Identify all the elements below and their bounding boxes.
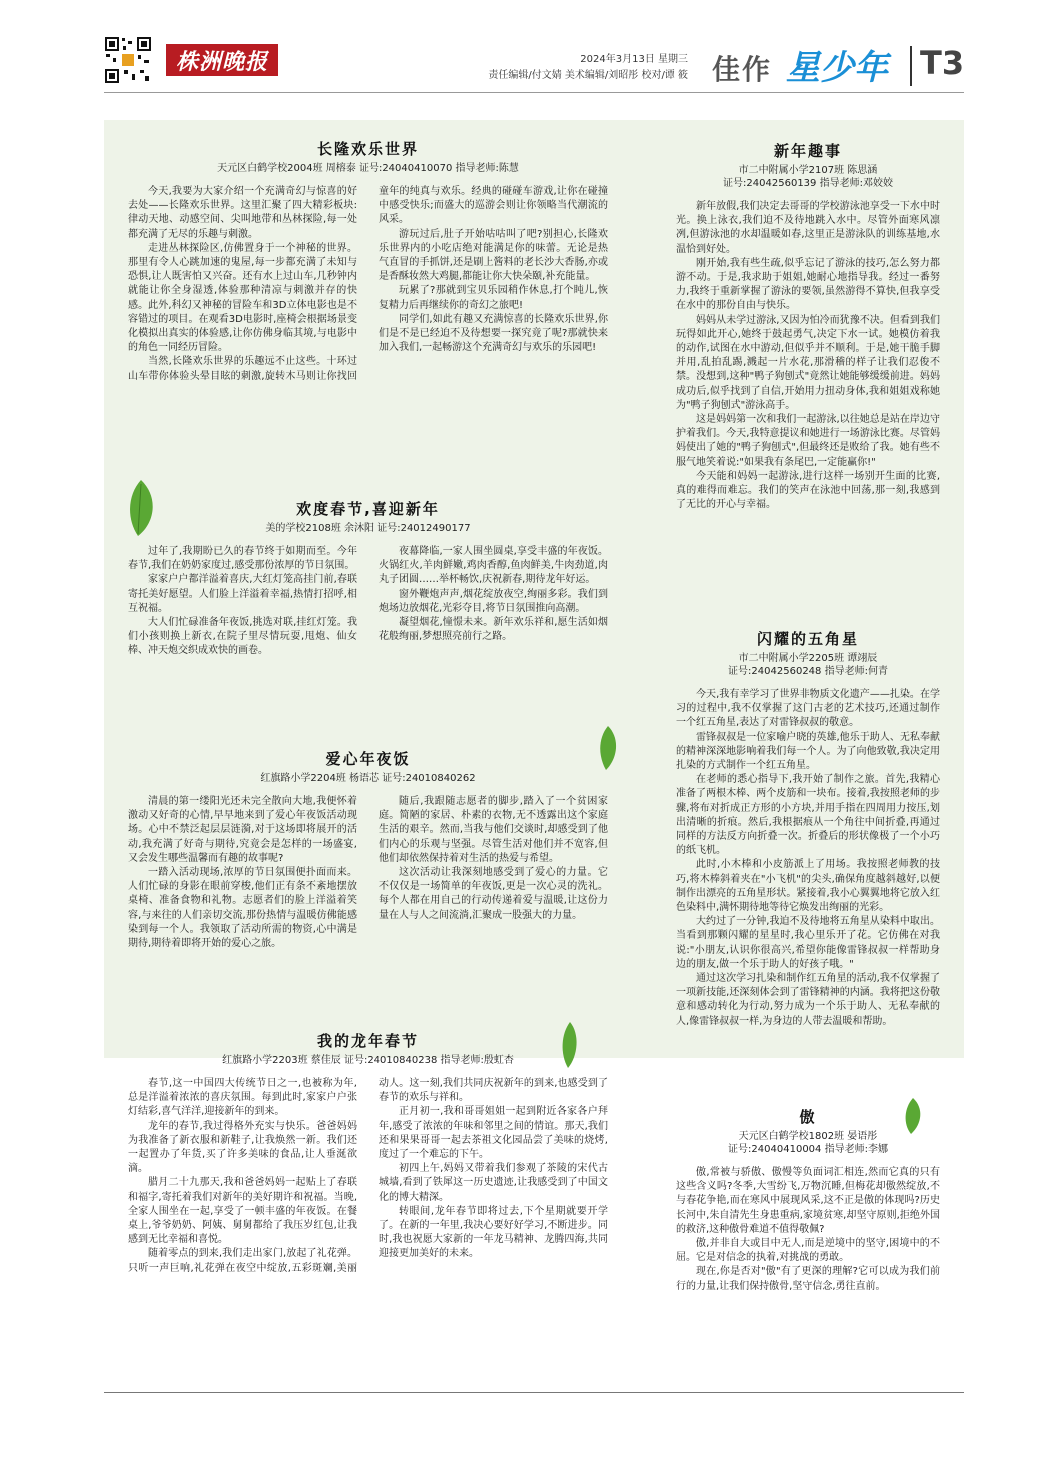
article-byline-cert: 证号:24042560248 指导老师:何青 xyxy=(728,666,888,677)
leaf-icon xyxy=(902,1096,924,1136)
article-body xyxy=(128,185,608,384)
article-title: 欢度春节,喜迎新年 xyxy=(296,500,440,518)
article-paragraph: 随着零点的到来,我们走出家门,放起了礼花弹。只听一声巨响,礼花弹在夜空中绽放,五彩斑斓,美丽动人。这一刻,我们共同庆祝新年的到来,也感受到了春节的欢乐与祥和。 xyxy=(128,1078,608,1274)
leaf-icon xyxy=(596,724,620,772)
editor-credits: 责任编辑/付文婧 美术编辑/刘昭彤 校对/谭 筱 xyxy=(488,70,688,81)
article-paragraph: 妈妈从未学过游泳,又因为怕冷而犹豫不决。但看到我们玩得如此开心,她终于鼓起勇气,决定下水一试。她模仿着我的动作,试图在水中游动,但似乎并不顺利。于是,她干脆手脚并用,乱拍乱踢,溅起一片水花,那滑稽的样子让我们忍俊不禁。没想到,这种"鸭子狗刨式"竟然让她能够缓缓前进。妈妈成功后,似乎找到了自信,开始用力扭动身体,我和姐姐戏称她为"鸭子狗刨式"游泳高手。 xyxy=(676,314,940,411)
article-byline: 红旗路小学2203班 蔡佳辰 证号:24010840238 指导老师:殷虹杏 xyxy=(222,1055,514,1066)
article-paragraph: 这次活动让我深刻地感受到了爱心的力量。它不仅仅是一场简单的年夜饭,更是一次心灵的洗礼。每个人都在用自己的行动传递着爱与温暖,让这份力量在人与人之间流淌,汇聚成一股强大的力量。 xyxy=(379,867,608,921)
article-title: 傲 xyxy=(799,1108,817,1126)
article-paragraph: 今天能和妈妈一起游泳,进行这样一场别开生面的比赛,真的难得而难忘。我们的笑声在泳池中回荡,那一刻,我感到了无比的开心与幸福。 xyxy=(676,470,940,511)
article-byline: 天元区白鹤学校1802班 晏语彤 xyxy=(738,1131,878,1142)
article-byline: 市二中附属小学2205班 谭翊辰 xyxy=(738,653,878,664)
article-body xyxy=(128,1077,608,1276)
article-paragraph: 正月初一,我和哥哥姐姐一起到附近各家各户拜年,感受了浓浓的年味和邻里之间的情谊。那天,我们还和果果哥哥一起去茶祖文化园品尝了美味的烧烤,度过了一个难忘的下午。 xyxy=(379,1106,608,1161)
article-paragraph: 现在,你是否对"傲"有了更深的理解?它可以成为我们前行的力量,让我们保持傲骨,坚守信念,勇往直前。 xyxy=(676,1266,940,1292)
article-title: 新年趣事 xyxy=(773,142,842,160)
article-title: 闪耀的五角星 xyxy=(756,630,859,648)
article-paragraph: 夜幕降临,一家人围坐圆桌,享受丰盛的年夜饭。火锅红火,羊肉鲜嫩,鸡肉香醇,鱼肉鲜美,牛肉劲道,肉丸子团圆……举杯畅饮,庆祝新春,期待龙年好运。 xyxy=(379,546,608,586)
article-paragraph: 这是妈妈第一次和我们一起游泳,以往她总是站在岸边守护着我们。今天,我特意提议和她进行一场游泳比赛。尽管妈妈使出了她的"鸭子狗刨式",但最终还是败给了我。她有些不服气地笑着说:"如果我有条尾巴,一定能赢你!" xyxy=(676,414,940,468)
article-byline: 红旗路小学2204班 杨语芯 证号:24010840262 xyxy=(260,773,476,784)
article-paragraph: 通过这次学习扎染和制作红五角星的活动,我不仅掌握了一项新技能,还深刻体会到了雷锋精神的内涵。我将把这份敬意和感动转化为行动,努力成为一个乐于助人、无私奉献的人,像雷锋叔叔一样,为身边的人带去温暖和帮助。 xyxy=(676,973,940,1027)
page-number: T3 xyxy=(920,44,965,82)
article xyxy=(676,630,940,1029)
article-paragraph: 玩累了?那就到宝贝乐园稍作休息,打个盹儿,恢复精力后再继续你的奇幻之旅吧! xyxy=(379,285,608,311)
article-body xyxy=(128,795,608,951)
qr-code-icon xyxy=(104,36,152,84)
article-paragraph: 腊月二十九那天,我和爸爸妈妈一起贴上了春联和福字,寄托着我们对新年的美好期许和祝福。当晚,全家人围坐在一起,享受了一顿丰盛的年夜饭。在餐桌上,爷爷奶奶、阿姨、舅舅都给了我压岁红包,让我感到无比幸福和喜悦。 xyxy=(128,1177,357,1246)
article-paragraph: 凝望烟花,憧憬未来。新年欢乐祥和,愿生活如烟花般绚丽,梦想照亮前行之路。 xyxy=(379,617,608,643)
column-brand: 星少年 xyxy=(786,48,888,88)
article-paragraph: 傲,并非自大或目中无人,而是逆境中的坚守,困境中的不屈。它是对信念的执着,对挑战的勇敢。 xyxy=(676,1238,940,1264)
footer-rule xyxy=(104,1392,964,1393)
article-paragraph: 大人们忙碌准备年夜饭,挑选对联,挂红灯笼。我们小孩则换上新衣,在院子里尽情玩耍,甩炮、仙女棒、冲天炮交织成欢快的画卷。 xyxy=(128,617,357,657)
article-byline: 市二中附属小学2107班 陈思涵 xyxy=(738,165,878,176)
leaf-icon xyxy=(124,478,158,538)
article-paragraph: 雷锋叔叔是一位家喻户晓的英雄,他乐于助人、无私奉献的精神深深地影响着我们每一个人。为了向他致敬,我决定用扎染的方式制作一个红五角星。 xyxy=(676,731,940,772)
article-paragraph: 走进丛林探险区,仿佛置身于一个神秘的世界。那里有令人心跳加速的鬼屋,每一步都充满了未知与恐惧,让人既害怕又兴奋。还有水上过山车,几秒钟内就能让你全身湿透,体验那种清凉与刺激并存的快感。此外,科幻又神秘的冒险车和3D立体电影也是不容错过的项目。在观看3D电影时,座椅会根据场景变化模拟出真实的体验感,让你仿佛身临其境,与电影中的角色一同经历冒险。 xyxy=(128,242,357,354)
article-title: 长隆欢乐世界 xyxy=(316,140,419,158)
article-byline: 天元区白鹤学校2004班 周榕泰 证号:24040410070 指导老师:陈慧 xyxy=(217,163,519,174)
header-divider xyxy=(910,46,912,86)
article-body xyxy=(676,1166,940,1294)
article xyxy=(128,750,608,951)
article-paragraph: 今天,我要为大家介绍一个充满奇幻与惊喜的好去处——长隆欢乐世界。这里汇聚了四大精彩板块:律动天地、动感空间、尖叫地带和丛林探险,每一处都充满了无尽的乐趣与刺激。 xyxy=(128,186,357,240)
article xyxy=(128,140,608,384)
article xyxy=(676,142,940,512)
article-paragraph: 随后,我跟随志愿者的脚步,踏入了一个贫困家庭。简陋的家居、朴素的衣物,无不透露出这个家庭生活的艰辛。然而,当我与他们交谈时,却感受到了他们内心的乐观与坚强。尽管生活对他们并不宽容,但他们却依然保持着对生活的热爱与希望。 xyxy=(379,796,608,864)
article-paragraph: 转眼间,龙年春节即将过去,下个星期就要开学了。在新的一年里,我决心要好好学习,不断进步。同时,我也祝愿大家新的一年龙马精神、龙腾四海,共同迎接更加美好的未来。 xyxy=(379,1205,608,1260)
article-body xyxy=(676,688,940,1029)
article-paragraph: 窗外鞭炮声声,烟花绽放夜空,绚丽多彩。我们到炮场边放烟花,光彩夺目,将节日氛围推向高潮。 xyxy=(379,588,608,614)
article-paragraph: 游玩过后,肚子开始咕咕叫了吧?别担心,长隆欢乐世界内的小吃店绝对能满足你的味蕾。无论是热气直冒的手抓饼,还是刷上酱料的老长沙大香肠,亦或是香酥妆然大鸡腿,都能让你大快朵颐,补充能量。 xyxy=(379,228,608,283)
article-byline: 美的学校2108班 余沐阳 证号:24012490177 xyxy=(265,523,471,534)
article-paragraph: 在老师的悉心指导下,我开始了制作之旅。首先,我精心准备了两根木棒、两个皮筋和一块布。接着,我按照老师的步骤,将布对折成正方形的小方块,并用手指在四周用力按压,划出清晰的折痕。然后,我根据痕从一个角往中间折叠,再通过同样的方法反方向折叠一次。折叠后的形状像极了一个小巧的纸飞机。 xyxy=(676,774,940,857)
article xyxy=(128,500,608,659)
article-paragraph: 一踏入活动现场,浓厚的节日氛围便扑面而来。人们忙碌的身影在眼前穿梭,他们正有条不紊地摆放桌椅、准备食物和礼物。志愿者们的脸上洋溢着笑容,与来往的人们亲切交流,那份热情与温暖仿佛能感染到每一个人。我领取了活动所需的物资,心中满是期待,期待着即将开始的爱心之旅。 xyxy=(128,867,357,950)
article-paragraph: 当然,长隆欢乐世界的乐趣远不止这些。十环过山车带你体验头晕目眩的刺激,旋转木马则让你找回童年的纯真与欢乐。经典的碰碰车游戏,让你在碰撞中感受快乐;而盛大的巡游会则让你领略当代潮流的风采。 xyxy=(128,186,608,382)
article-body xyxy=(676,200,940,512)
article-paragraph: 此时,小木棒和小皮筋派上了用场。我按照老师教的技巧,将木棒斜着夹在"小飞机"的尖头,确保角度越斜越好,以便制作出漂亮的五角星形状。紧接着,我小心翼翼地将它放入红色染料中,满怀期待地等待它焕发出绚丽的光彩。 xyxy=(676,859,940,914)
page-header xyxy=(0,0,1039,110)
article-paragraph: 刚开始,我有些生疏,似乎忘记了游泳的技巧,怎么努力都游不动。于是,我求助于姐姐,她耐心地指导我。经过一番努力,我终于重新掌握了游泳的要领,虽然游得不算快,但我享受在水中的那份自由与快乐。 xyxy=(676,257,940,312)
article-title: 我的龙年春节 xyxy=(316,1032,419,1050)
article-paragraph: 新年放假,我们决定去哥哥的学校游泳池享受一下水中时光。换上泳衣,我们迫不及待地跳入水中。尽管外面寒风凛冽,但游泳池的水却温暖如春,这里正是游泳队的训练基地,水温恰到好处。 xyxy=(676,201,940,255)
article xyxy=(128,1032,608,1276)
article-paragraph: 初四上午,妈妈又带着我们参观了茶陵的宋代古城墙,看到了铁犀这一历史遗迹,让我感受到了中国文化的博大精深。 xyxy=(379,1163,608,1203)
article xyxy=(676,1108,940,1294)
issue-date: 2024年3月13日 星期三 xyxy=(580,54,688,65)
article-paragraph: 大约过了一分钟,我迫不及待地将五角星从染料中取出。当看到那颗闪耀的星星时,我心里乐开了花。它仿佛在对我说:"小朋友,认识你很高兴,希望你能像雷锋叔叔一样帮助身边的朋友,做一个乐于助人的好孩子哦。" xyxy=(676,916,940,970)
article-paragraph: 清晨的第一缕阳光还未完全散向大地,我便怀着激动又好奇的心情,早早地来到了爱心年夜饭活动现场。心中不禁泛起层层涟漪,对于这场即将展开的活动,我充满了好奇与期待,究竟会是怎样的一场盛宴,又会发生哪些温馨而有趣的故事呢? xyxy=(128,796,357,864)
article-byline-cert: 证号:24042560139 指导老师:邓姣姣 xyxy=(723,178,893,189)
header-rule xyxy=(104,92,964,93)
article-paragraph: 同学们,如此有趣又充满惊喜的长隆欢乐世界,你们是不是已经迫不及待想要一探究竟了呢?那就快来加入我们,一起畅游这个充满奇幻与欢乐的乐园吧! xyxy=(379,313,608,354)
article-paragraph: 龙年的春节,我过得格外充实与快乐。爸爸妈妈为我准备了新衣服和新鞋子,让我焕然一新。我们还一起置办了年货,买了许多美味的食品,让人垂涎欲滴。 xyxy=(128,1120,357,1175)
section-name: 佳作 xyxy=(712,53,773,86)
article-body xyxy=(128,545,608,659)
article-byline-cert: 证号:24040410004 指导老师:李娜 xyxy=(728,1144,888,1155)
article-paragraph: 傲,常被与骄傲、傲慢等负面词汇相连,然而它真的只有这些含义吗?冬季,大雪纷飞,万物沉睡,但梅花却傲然绽放,不与春花争艳,而在寒风中展现风采,这不正是傲的体现吗?历史长河中,朱自清先生身患重病,家境贫寒,却坚守原则,拒绝外国的救济,这种傲骨难道不值得敬佩? xyxy=(676,1167,940,1235)
newspaper-logo: 株洲晚报 xyxy=(166,44,278,76)
article-title: 爱心年夜饭 xyxy=(325,750,411,768)
leaf-icon xyxy=(560,1020,580,1070)
article-paragraph: 家家户户都洋溢着喜庆,大红灯笼高挂门前,春联寄托美好愿望。人们脸上洋溢着幸福,热情打招呼,相互祝福。 xyxy=(128,574,357,614)
article-paragraph: 春节,这一中国四大传统节日之一,也被称为年,总是洋溢着浓浓的喜庆氛围。每到此时,家家户户张灯结彩,喜气洋洋,迎接新年的到来。 xyxy=(128,1078,357,1118)
article-paragraph: 今天,我有幸学习了世界非物质文化遗产——扎染。在学习的过程中,我不仅掌握了这门古老的艺术技巧,还通过制作一个红五角星,表达了对雷锋叔叔的敬意。 xyxy=(676,689,940,729)
article-paragraph: 过年了,我期盼已久的春节终于如期而至。今年春节,我们在奶奶家度过,感受那份浓厚的节日氛围。 xyxy=(128,546,357,572)
